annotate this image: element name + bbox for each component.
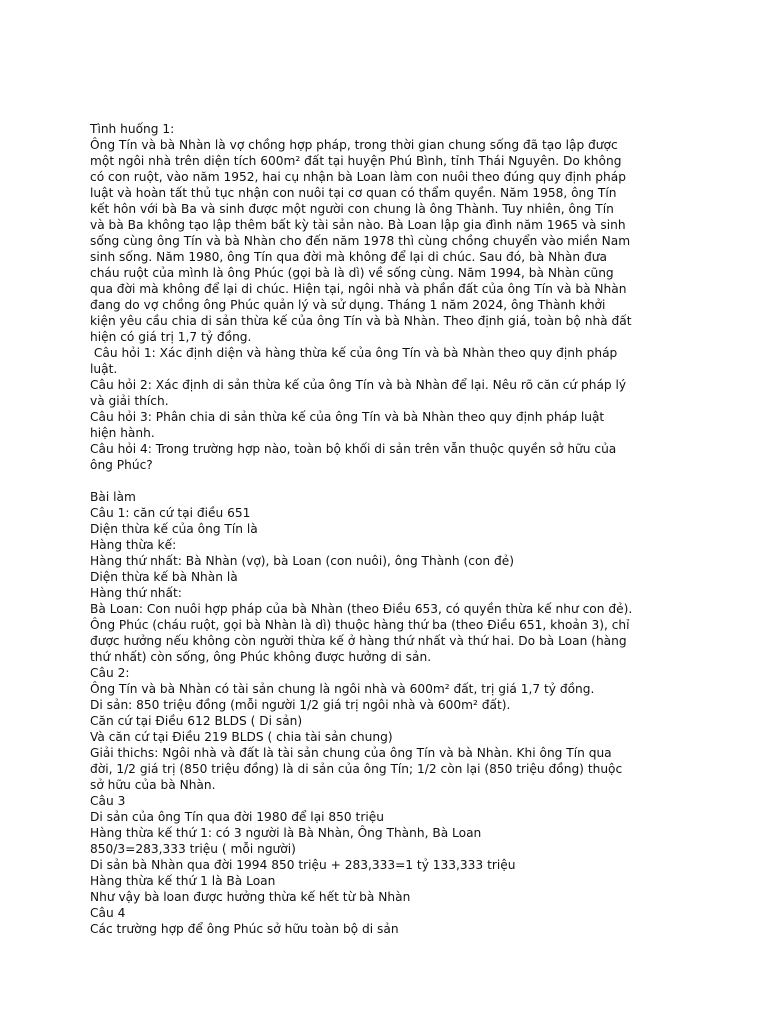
answer-text-line: Diện thừa kế của ông Tín là	[90, 522, 258, 536]
case-text-line: luật và hoàn tất thủ tục nhận con nuôi tại cơ quan có thẩm quyền. Năm 1958, ông Tín	[90, 186, 617, 200]
answer-text-line: sở hữu của bà Nhàn.	[90, 778, 216, 792]
answer-text-line: Các trường hợp để ông Phúc sở hữu toàn bộ di sản	[90, 922, 399, 936]
answer-text-line: Câu 4	[90, 906, 126, 920]
answer-text-line: Ông Tín và bà Nhàn có tài sản chung là ngôi nhà và 600m² đất, trị giá 1,7 tỷ đồng.	[90, 682, 595, 696]
answer-text-line: Và căn cứ tại Điều 219 BLDS ( chia tài sản chung)	[90, 730, 393, 744]
answer-text-line: Hàng thừa kế:	[90, 538, 177, 552]
question-4-line: Câu hỏi 4: Trong trường hợp nào, toàn bộ khối di sản trên vẫn thuộc quyền sở hữu của	[90, 442, 617, 456]
case-text-line: đang do vợ chồng ông Phúc quản lý và sử dụng. Tháng 1 năm 2024, ông Thành khởi	[90, 298, 606, 312]
case-text-line: có con ruột, vào năm 1952, hai cụ nhận bà Loan làm con nuôi theo đúng quy định pháp	[90, 170, 626, 184]
question-1-line: Câu hỏi 1: Xác định diện và hàng thừa kế của ông Tín và bà Nhàn theo quy định pháp	[90, 346, 618, 360]
answer-text-line: thứ nhất) còn sống, ông Phúc không được hưởng di sản.	[90, 650, 432, 664]
question-4-line: ông Phúc?	[90, 458, 153, 472]
answer-text-line: Giải thichs: Ngôi nhà và đất là tài sản chung của ông Tín và bà Nhàn. Khi ông Tín qua	[90, 746, 612, 760]
answer-text-line: Hàng thừa kế thứ 1 là Bà Loan	[90, 874, 276, 888]
answer-text-line: Di sản: 850 triệu đồng (mỗi người 1/2 giá trị ngôi nhà và 600m² đất).	[90, 698, 511, 712]
answer-text-line: Câu 2:	[90, 666, 130, 680]
answer-text-line: Bà Loan: Con nuôi hợp pháp của bà Nhàn (theo Điều 653, có quyền thừa kế như con đẻ).	[90, 602, 633, 616]
answer-text-line: Câu 3	[90, 794, 126, 808]
case-text-line: cháu ruột của mình là ông Phúc (gọi bà là dì) về sống cùng. Năm 1994, bà Nhàn cũng	[90, 266, 614, 280]
case-text-line: một ngôi nhà trên diện tích 600m² đất tại huyện Phú Bình, tỉnh Thái Nguyên. Do không	[90, 154, 622, 168]
answer-text-line: Hàng thứ nhất: Bà Nhàn (vợ), bà Loan (con nuôi), ông Thành (con đẻ)	[90, 554, 515, 568]
answer-text-line: Di sản bà Nhàn qua đời 1994 850 triệu + 283,333=1 tỷ 133,333 triệu	[90, 858, 516, 872]
case-text-line: Ông Tín và bà Nhàn là vợ chồng hợp pháp, trong thời gian chung sống đã tạo lập được	[90, 138, 618, 152]
case-text-line: kiện yêu cầu chia di sản thừa kế của ông Tín và bà Nhàn. Theo định giá, toàn bộ nhà đất	[90, 314, 632, 328]
question-2-line: và giải thích.	[90, 394, 169, 408]
answer-heading: Bài làm	[90, 490, 136, 504]
answer-text-line: Căn cứ tại Điều 612 BLDS ( Di sản)	[90, 714, 303, 728]
document-body	[90, 121, 690, 937]
answer-text-line: đời, 1/2 giá trị (850 triệu đồng) là di sản của ông Tín; 1/2 còn lại (850 triệu đồng) thuộc	[90, 762, 623, 776]
question-2-line: Câu hỏi 2: Xác định di sản thừa kế của ông Tín và bà Nhàn để lại. Nêu rõ căn cứ pháp lý	[90, 378, 627, 392]
case-text-line: hiện có giá trị 1,7 tỷ đồng.	[90, 330, 252, 344]
case-text-line: kết hôn với bà Ba và sinh được một người con chung là ông Thành. Tuy nhiên, ông Tín	[90, 202, 614, 216]
question-3-line: hiện hành.	[90, 426, 155, 440]
answer-text-line: Như vậy bà loan được hưởng thừa kế hết từ bà Nhàn	[90, 890, 411, 904]
case-text-line: sinh sống. Năm 1980, ông Tín qua đời mà không để lại di chúc. Sau đó, bà Nhàn đưa	[90, 250, 607, 264]
case-text-line: và bà Ba không tạo lập thêm bất kỳ tài sản nào. Bà Loan lập gia đình năm 1965 và sinh	[90, 218, 626, 232]
answer-text-line: được hưởng nếu không còn người thừa kế ở hàng thứ nhất và thứ hai. Do bà Loan (hàng	[90, 634, 627, 648]
answer-text-line: Ông Phúc (cháu ruột, gọi bà Nhàn là dì) thuộc hàng thứ ba (theo Điều 651, khoản 3), chỉ	[90, 618, 630, 632]
answer-text-line: 850/3=283,333 triệu ( mỗi người)	[90, 842, 296, 856]
case-text-line: sống cùng ông Tín và bà Nhàn cho đến năm 1978 thì cùng chồng chuyển vào miền Nam	[90, 234, 631, 248]
answer-text-line: Diện thừa kế bà Nhàn là	[90, 570, 238, 584]
answer-text-line: Hàng thừa kế thứ 1: có 3 người là Bà Nhàn, Ông Thành, Bà Loan	[90, 826, 482, 840]
answer-text-line: Hàng thứ nhất:	[90, 586, 182, 600]
case-text-line: qua đời mà không để lại di chúc. Hiện tại, ngôi nhà và phần đất của ông Tín và bà Nhàn	[90, 282, 627, 296]
question-1-line: luật.	[90, 362, 118, 376]
blank-line	[90, 473, 690, 489]
answer-text-line: Câu 1: căn cứ tại điều 651	[90, 506, 251, 520]
case-heading: Tình huống 1:	[90, 122, 175, 136]
question-3-line: Câu hỏi 3: Phân chia di sản thừa kế của ông Tín và bà Nhàn theo quy định pháp luật	[90, 410, 605, 424]
answer-text-line: Di sản của ông Tín qua đời 1980 để lại 850 triệu	[90, 810, 384, 824]
